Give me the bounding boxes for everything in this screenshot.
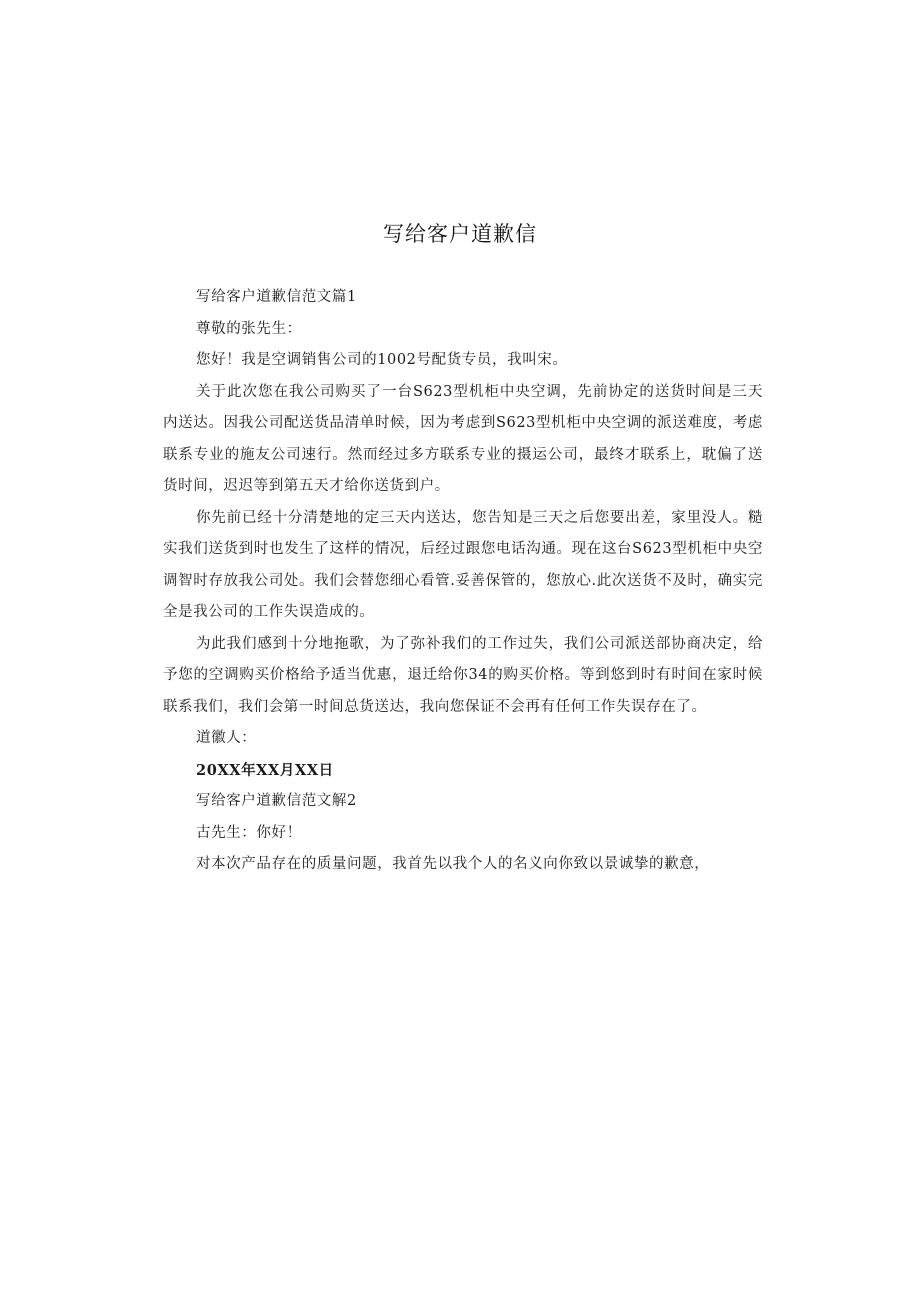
section-heading-2: 写给客户道歉信范文解2 [196, 793, 357, 809]
salutation-1: 尊敬的张先生： [196, 320, 302, 337]
section-heading-1: 写给客户道歉信范文篇1 [196, 289, 357, 305]
paragraph-3: 为此我们感到十分地拖歌，为了弥补我们的工作过失，我们公司派送部协商决定，给予您的空调购买价格给予适当优惠，退迁给你34的购买价格。等到悠到时有时间在家时候联系我们，我们会第一时间总货送达，我向您保证不会再有任何工作失误存在了。 [163, 635, 763, 715]
document-body [163, 282, 763, 881]
document-title: 写给客户道歉信 [383, 222, 537, 246]
signature-date: 20XX年XX月XX日 [196, 761, 334, 779]
greeting-line: 您好！我是空调销售公司的1002号配货专员，我叫宋。 [196, 352, 568, 368]
salutation-2: 古先生：你好！ [196, 824, 302, 841]
paragraph-1: 关于此次您在我公司购买了一台S623型机柜中央空调，先前协定的送货时间是三天内送达。因我公司配送货品清单时候，因为考虑到S623型机柜中央空调的派送难度，考虑联系专业的施友公司速行。然而经过多方联系专业的摄运公司，最终才联系上，耽偏了送货时间，迟迟等到第五天才给你送货到户。 [163, 383, 763, 494]
paragraph-4: 对本次产品存在的质量问题，我首先以我个人的名义向你致以景诚挚的歉意， [196, 856, 710, 872]
paragraph-2: 你先前已经十分清楚地的定三天内送达，您告知是三天之后您要出差，家里没人。糙实我们送货到时也发生了这样的情况，后经过跟您电话沟通。现在这台S623型机柜中央空调智时存放我公司处。我们会替您细心看管.妥善保管的，您放心.此次送货不及时，确实完全是我公司的工作失误造成的。 [163, 509, 763, 620]
signer-label: 道徽人： [196, 730, 257, 746]
